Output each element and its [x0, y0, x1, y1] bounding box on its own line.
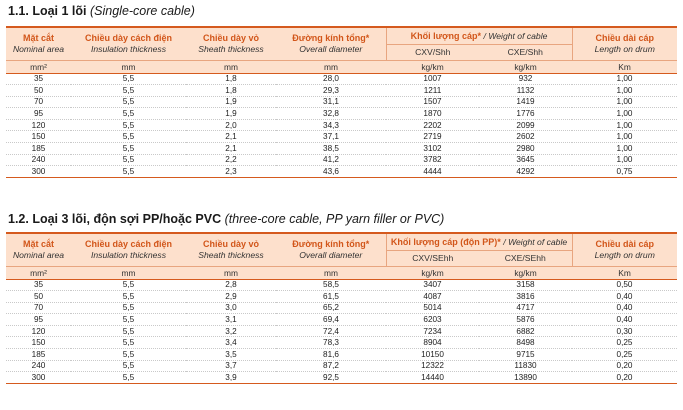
unit-weight-cxv: kg/km [386, 60, 479, 73]
table-row [6, 360, 677, 372]
section-2-title-text: 1.2. Loại 3 lõi, độn sợi PP/hoặc PVC [8, 212, 222, 226]
cell-diameter: 92,5 [276, 372, 386, 384]
cell-weight-cxv: 1211 [386, 85, 479, 97]
unit-diameter: mm [276, 266, 386, 279]
table-row [6, 302, 677, 314]
cell-weight-cxv: 14440 [386, 372, 479, 384]
cell-diameter: 69,4 [276, 314, 386, 326]
cell-insulation: 5,5 [71, 131, 186, 143]
cell-sheath: 3,2 [186, 325, 276, 337]
units-row [6, 266, 677, 279]
unit-area: mm² [6, 60, 71, 73]
cell-insulation: 5,5 [71, 85, 186, 97]
header-sheath: Chiều dày vỏ Sheath thickness [186, 27, 276, 60]
cell-sheath: 2,9 [186, 291, 276, 303]
header-diameter: Đường kính tổng* Overall diameter [276, 27, 386, 60]
header-sheath: Chiều dày vỏ Sheath thickness [186, 233, 276, 266]
table-row [6, 372, 677, 384]
table-row [6, 119, 677, 131]
cell-insulation: 5,5 [71, 302, 186, 314]
section-1-title [8, 4, 195, 18]
table-row [6, 108, 677, 120]
cell-weight-cxe: 6882 [479, 325, 572, 337]
header-length: Chiều dài cáp Length on drum [572, 27, 677, 60]
cell-insulation: 5,5 [71, 279, 186, 291]
cell-weight-cxe: 8498 [479, 337, 572, 349]
table-row [6, 291, 677, 303]
cell-weight-cxe: 2602 [479, 131, 572, 143]
cell-diameter: 81,6 [276, 349, 386, 361]
cell-weight-cxe: 932 [479, 73, 572, 85]
cell-area: 35 [6, 73, 71, 85]
cell-area: 240 [6, 154, 71, 166]
cell-area: 185 [6, 349, 71, 361]
cell-insulation: 5,5 [71, 360, 186, 372]
cell-weight-cxv: 2202 [386, 119, 479, 131]
section-1-title-text: 1.1. Loại 1 lõi [8, 4, 87, 18]
unit-diameter: mm [276, 60, 386, 73]
table-row [6, 73, 677, 85]
header-diameter: Đường kính tổng* Overall diameter [276, 233, 386, 266]
cell-sheath: 2,0 [186, 119, 276, 131]
cell-area: 70 [6, 302, 71, 314]
cell-weight-cxv: 7234 [386, 325, 479, 337]
unit-sheath: mm [186, 266, 276, 279]
header-weight-cxe: CXE/SEhh [479, 250, 572, 266]
cell-insulation: 5,5 [71, 325, 186, 337]
cell-area: 300 [6, 166, 71, 178]
cell-length: 1,00 [572, 96, 677, 108]
cell-weight-cxe: 1419 [479, 96, 572, 108]
table-row [6, 96, 677, 108]
cell-weight-cxv: 6203 [386, 314, 479, 326]
section-2-title [8, 212, 444, 226]
cell-diameter: 58,5 [276, 279, 386, 291]
cell-weight-cxe: 2980 [479, 143, 572, 155]
cell-insulation: 5,5 [71, 372, 186, 384]
cell-area: 50 [6, 85, 71, 97]
cell-sheath: 2,8 [186, 279, 276, 291]
cell-weight-cxv: 4087 [386, 291, 479, 303]
cell-length: 1,00 [572, 119, 677, 131]
cell-diameter: 72,4 [276, 325, 386, 337]
cell-insulation: 5,5 [71, 143, 186, 155]
cell-sheath: 3,0 [186, 302, 276, 314]
header-weight-cxv: CXV/SEhh [386, 250, 479, 266]
unit-sheath: mm [186, 60, 276, 73]
cell-sheath: 1,8 [186, 85, 276, 97]
table-row [6, 279, 677, 291]
header-weight-cxe: CXE/Shh [479, 44, 572, 60]
cell-weight-cxe: 9715 [479, 349, 572, 361]
cell-weight-cxv: 10150 [386, 349, 479, 361]
three-core-table [6, 232, 677, 384]
cell-length: 1,00 [572, 108, 677, 120]
cell-weight-cxv: 1007 [386, 73, 479, 85]
cell-area: 120 [6, 325, 71, 337]
cell-diameter: 34,3 [276, 119, 386, 131]
cell-length: 0,20 [572, 360, 677, 372]
cell-weight-cxe: 1776 [479, 108, 572, 120]
cell-weight-cxv: 12322 [386, 360, 479, 372]
cell-diameter: 32,8 [276, 108, 386, 120]
cell-weight-cxe: 13890 [479, 372, 572, 384]
cell-insulation: 5,5 [71, 119, 186, 131]
cell-length: 0,50 [572, 279, 677, 291]
table-row [6, 325, 677, 337]
cell-area: 95 [6, 108, 71, 120]
cell-area: 95 [6, 314, 71, 326]
table-row [6, 131, 677, 143]
section-2-subtitle: (three-core cable, PP yarn filler or PVC) [224, 212, 445, 226]
cell-length: 1,00 [572, 154, 677, 166]
cell-diameter: 65,2 [276, 302, 386, 314]
cell-length: 0,75 [572, 166, 677, 178]
cell-area: 120 [6, 119, 71, 131]
cell-length: 0,40 [572, 314, 677, 326]
cell-weight-cxe: 11830 [479, 360, 572, 372]
cell-sheath: 1,8 [186, 73, 276, 85]
cell-insulation: 5,5 [71, 291, 186, 303]
header-area: Mặt cắt Nominal area [6, 27, 71, 60]
cell-weight-cxe: 4292 [479, 166, 572, 178]
cell-area: 35 [6, 279, 71, 291]
cell-diameter: 87,2 [276, 360, 386, 372]
header-weight: Khối lượng cáp (độn PP)* / Weight of cable [386, 233, 572, 250]
cell-length: 0,30 [572, 325, 677, 337]
cell-length: 0,40 [572, 302, 677, 314]
cell-area: 150 [6, 337, 71, 349]
unit-insulation: mm [71, 266, 186, 279]
cell-diameter: 41,2 [276, 154, 386, 166]
cell-weight-cxv: 1507 [386, 96, 479, 108]
cell-weight-cxv: 3782 [386, 154, 479, 166]
cell-weight-cxe: 1132 [479, 85, 572, 97]
unit-weight-cxe: kg/km [479, 60, 572, 73]
cell-area: 240 [6, 360, 71, 372]
table-row [6, 85, 677, 97]
cell-length: 1,00 [572, 143, 677, 155]
cell-insulation: 5,5 [71, 154, 186, 166]
table-row [6, 154, 677, 166]
units-row [6, 60, 677, 73]
cell-sheath: 2,3 [186, 166, 276, 178]
cell-diameter: 43,6 [276, 166, 386, 178]
cell-weight-cxv: 5014 [386, 302, 479, 314]
cell-diameter: 37,1 [276, 131, 386, 143]
cell-sheath: 3,5 [186, 349, 276, 361]
cell-weight-cxe: 3816 [479, 291, 572, 303]
unit-length: Km [572, 266, 677, 279]
cell-insulation: 5,5 [71, 108, 186, 120]
single-core-table [6, 26, 677, 178]
cell-weight-cxv: 3102 [386, 143, 479, 155]
cell-weight-cxe: 3645 [479, 154, 572, 166]
table-row [6, 143, 677, 155]
header-weight: Khối lượng cáp* / Weight of cable [386, 27, 572, 44]
table-row [6, 166, 677, 178]
cell-sheath: 1,9 [186, 108, 276, 120]
cell-area: 150 [6, 131, 71, 143]
table-row [6, 314, 677, 326]
cell-area: 300 [6, 372, 71, 384]
header-area: Mặt cắt Nominal area [6, 233, 71, 266]
cell-length: 0,25 [572, 337, 677, 349]
cell-weight-cxv: 8904 [386, 337, 479, 349]
cell-length: 0,20 [572, 372, 677, 384]
header-length: Chiều dài cáp Length on drum [572, 233, 677, 266]
header-insulation: Chiều dày cách điện Insulation thickness [71, 27, 186, 60]
cell-weight-cxe: 5876 [479, 314, 572, 326]
cell-sheath: 2,2 [186, 154, 276, 166]
unit-insulation: mm [71, 60, 186, 73]
cell-sheath: 2,1 [186, 131, 276, 143]
cell-sheath: 2,1 [186, 143, 276, 155]
cell-diameter: 61,5 [276, 291, 386, 303]
cell-area: 185 [6, 143, 71, 155]
cell-diameter: 28,0 [276, 73, 386, 85]
cell-weight-cxe: 3158 [479, 279, 572, 291]
cell-length: 1,00 [572, 73, 677, 85]
cell-area: 50 [6, 291, 71, 303]
cell-insulation: 5,5 [71, 96, 186, 108]
cell-sheath: 3,1 [186, 314, 276, 326]
header-weight-cxv: CXV/Shh [386, 44, 479, 60]
cell-length: 1,00 [572, 131, 677, 143]
cell-insulation: 5,5 [71, 349, 186, 361]
cell-insulation: 5,5 [71, 166, 186, 178]
cell-length: 0,25 [572, 349, 677, 361]
cell-diameter: 29,3 [276, 85, 386, 97]
cell-weight-cxe: 4717 [479, 302, 572, 314]
cell-weight-cxv: 2719 [386, 131, 479, 143]
table-row [6, 337, 677, 349]
unit-weight-cxv: kg/km [386, 266, 479, 279]
unit-area: mm² [6, 266, 71, 279]
cell-weight-cxe: 2099 [479, 119, 572, 131]
table-row [6, 349, 677, 361]
cell-sheath: 3,7 [186, 360, 276, 372]
cell-weight-cxv: 3407 [386, 279, 479, 291]
section-1-subtitle: (Single-core cable) [89, 4, 195, 18]
cell-insulation: 5,5 [71, 337, 186, 349]
header-insulation: Chiều dày cách điện Insulation thickness [71, 233, 186, 266]
cell-weight-cxv: 4444 [386, 166, 479, 178]
cell-diameter: 78,3 [276, 337, 386, 349]
cell-area: 70 [6, 96, 71, 108]
cell-insulation: 5,5 [71, 73, 186, 85]
unit-length: Km [572, 60, 677, 73]
cell-length: 1,00 [572, 85, 677, 97]
cell-sheath: 3,9 [186, 372, 276, 384]
cell-sheath: 3,4 [186, 337, 276, 349]
unit-weight-cxe: kg/km [479, 266, 572, 279]
cell-diameter: 38,5 [276, 143, 386, 155]
cell-length: 0,40 [572, 291, 677, 303]
cell-diameter: 31,1 [276, 96, 386, 108]
cell-sheath: 1,9 [186, 96, 276, 108]
cell-weight-cxv: 1870 [386, 108, 479, 120]
cell-insulation: 5,5 [71, 314, 186, 326]
